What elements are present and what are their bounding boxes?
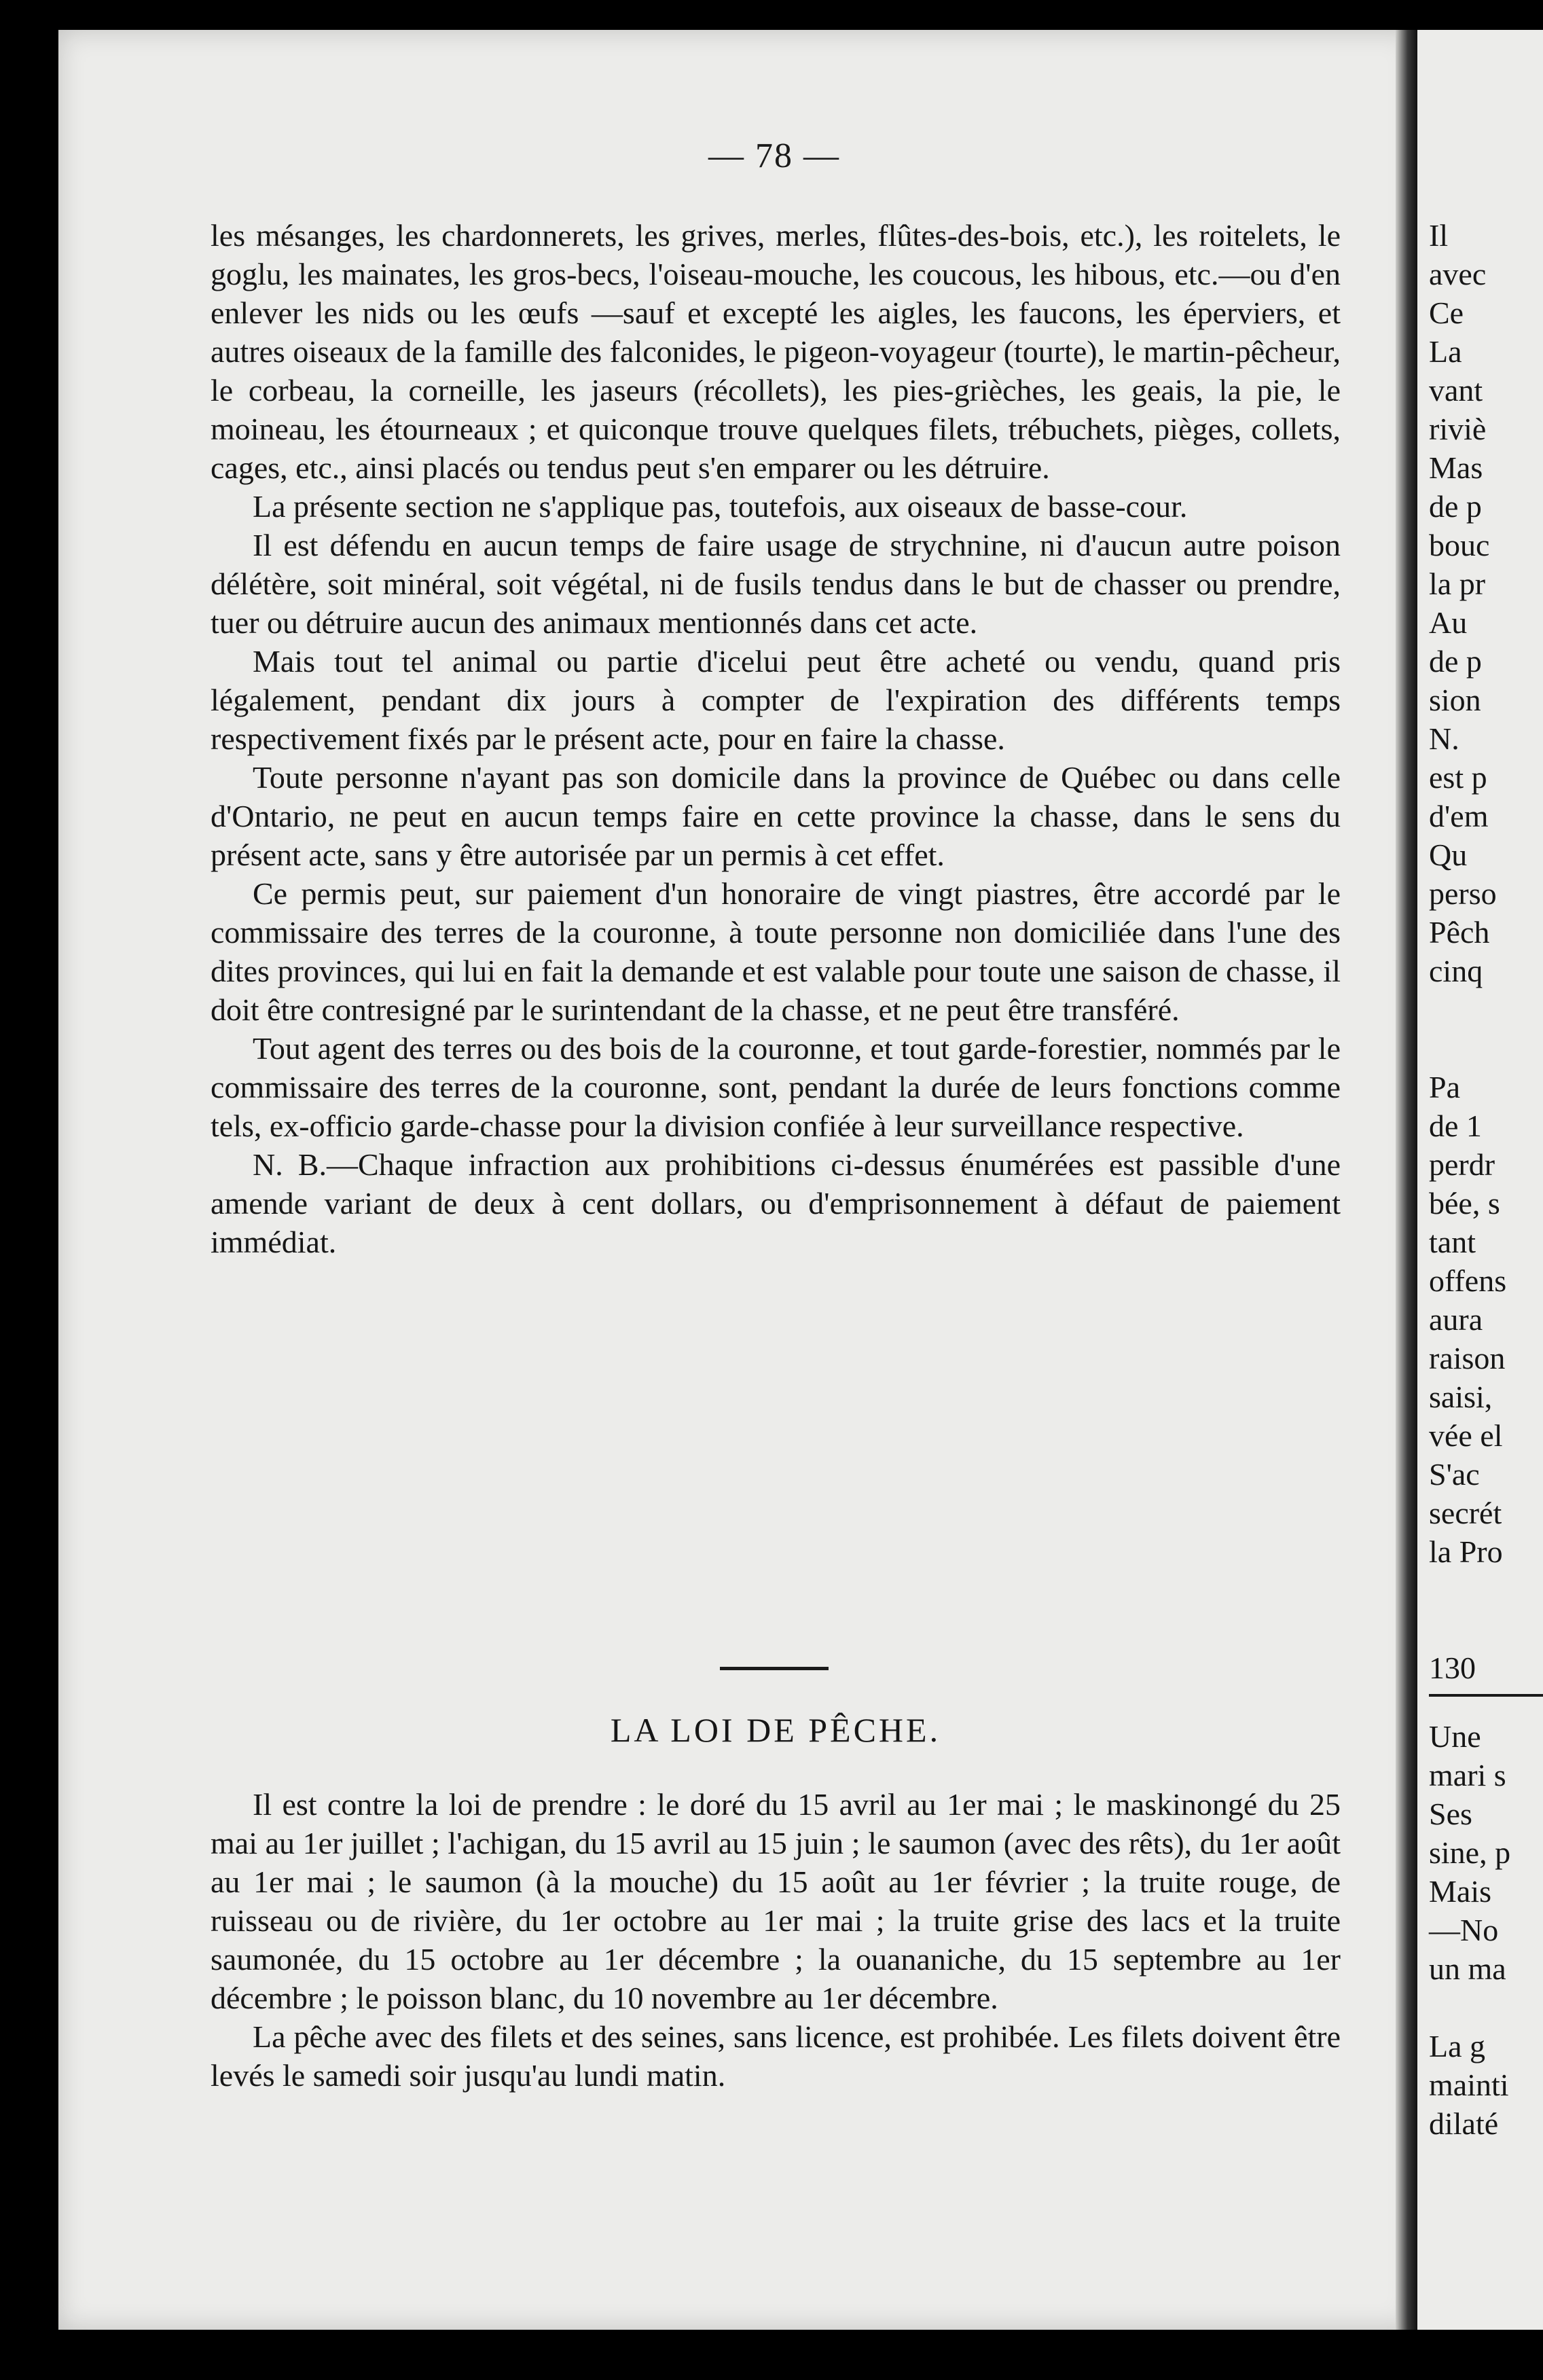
fragment-line: vant (1429, 373, 1483, 408)
section-divider (720, 1667, 829, 1670)
paragraph: N. B.—Chaque infraction aux prohibitions ci-dessus énumérées est passible d'une amende variant de deux à cent dollars, ou d'emprisonnement à défaut de paiement immédiat. (211, 1147, 1341, 1259)
section-heading: LA LOI DE PÊCHE. (610, 1711, 941, 1749)
fragment-line: Mas (1429, 450, 1483, 485)
fragment-line: N. (1429, 721, 1459, 756)
spacer (1429, 990, 1543, 1068)
fragment-line: de p (1429, 489, 1482, 524)
fragment-line: vée el (1429, 1418, 1503, 1453)
fragment-line: Ce (1429, 295, 1464, 330)
paragraph: Il est défendu en aucun temps de faire usage de strychnine, ni d'aucun autre poison délétère, soit minéral, soit végétal, ni de fusils tendus dans le but de chasser ou prendre, tuer ou détruire aucun des animaux mentionnés dans cet acte. (211, 528, 1341, 640)
page-number: — 78 — (708, 137, 840, 175)
fragment-line: dilaté (1429, 2106, 1499, 2141)
fragment-line: la Pro (1429, 1534, 1503, 1569)
paragraph: La pêche avec des filets et des seines, sans licence, est prohibée. Les filets doivent être levés le samedi soir jusqu'au lundi matin. (211, 2019, 1341, 2093)
spacer (1429, 1571, 1543, 1648)
paragraph: Mais tout tel animal ou partie d'icelui peut être acheté ou vendu, quand pris légalement, pendant dix jours à compter de l'expiration des différents temps respectivement fixés par le présent acte, pour en faire la chasse. (211, 644, 1341, 756)
fragment-divider (1429, 1694, 1543, 1697)
paragraph: La présente section ne s'applique pas, toutefois, aux oiseaux de basse-cour. (253, 489, 1188, 524)
fragment-line: bée, s (1429, 1186, 1500, 1221)
fragment-line: sion (1429, 683, 1481, 717)
fragment-number: 130 (1429, 1651, 1476, 1685)
fragment-line: la pr (1429, 566, 1486, 601)
fragment-line: mari s (1429, 1758, 1506, 1792)
fragment-line: de 1 (1429, 1108, 1482, 1143)
fragment-line: raison (1429, 1341, 1506, 1375)
fragment-line: est p (1429, 760, 1487, 795)
fragment-line: sine, p (1429, 1835, 1511, 1870)
fragment-line: La g (1429, 2029, 1486, 2063)
fragment-line: perdr (1429, 1147, 1495, 1182)
fragment-line: Pêch (1429, 915, 1490, 950)
fragment-line: perso (1429, 876, 1497, 911)
fragment-line: —No (1429, 1913, 1499, 1947)
paragraph: Ce permis peut, sur paiement d'un honoraire de vingt piastres, être accordé par le commissaire des terres de la couronne, à toute personne non domiciliée dans l'une des dites provinces, qui lui en fait la demande et est valable pour toute une saison de chasse, il doit être contresigné par le surintendant de la chasse, et ne peut être transféré. (211, 876, 1341, 1027)
fragment-line: un ma (1429, 1951, 1506, 1986)
fragment-line: avec (1429, 257, 1487, 291)
fragment-line: Qu (1429, 837, 1468, 872)
fragment-line: Ses (1429, 1797, 1472, 1831)
fragment-line: riviè (1429, 412, 1487, 446)
spacer (1429, 1988, 1543, 2027)
fragment-line: d'em (1429, 799, 1489, 833)
paragraph: Il est contre la loi de prendre : le doré du 15 avril au 1er mai ; le maskinongé du 25 mai au 1er juillet ; l'achigan, du 15 avril au 15 juin ; le saumon (avec des rêts), du 1er août au 1er mai ; le saumon (à la mouche) du 15 août au 1er février ; la truite rouge, de ruisseau ou de rivière, du 1er octobre au 1er mai ; la truite grise des lacs et la truite saumonée, du 15 octobre au 1er décembre ; la ouananiche, du 15 septembre au 1er décembre ; le poisson blanc, du 10 novembre au 1er décembre. (211, 1787, 1341, 2015)
fragment-line: Au (1429, 605, 1468, 640)
fragment-line: tant (1429, 1225, 1476, 1259)
adjacent-page-text (1429, 216, 1543, 2143)
fragment-line: secrét (1429, 1496, 1502, 1530)
paragraph: les mésanges, les chardonnerets, les grives, merles, flûtes-des-bois, etc.), les roitelets, le goglu, les mainates, les gros-becs, l'oiseau-mouche, les coucous, les hibous, etc.—ou d'en enlever les nids ou les œufs —sauf et excepté les aigles, les faucons, les éperviers, et autres oiseaux de la famille des falconides, le pigeon-voyageur (tourte), le martin-pêcheur, le corbeau, la corneille, les jaseurs (récollets), les pies-grièches, les geais, la pie, le moineau, les étourneaux ; et quiconque trouve quelques filets, trébuchets, pièges, collets, cages, etc., ainsi placés ou tendus peut s'en emparer ou les détruire. (211, 218, 1341, 485)
fragment-line: mainti (1429, 2068, 1509, 2102)
fragment-line: Pa (1429, 1070, 1460, 1104)
section1-text (211, 216, 1341, 1261)
fragment-line: S'ac (1429, 1457, 1480, 1492)
fragment-line: Une (1429, 1719, 1481, 1754)
fragment-line: de p (1429, 644, 1482, 679)
section2-text (211, 1785, 1341, 2095)
fragment-line: offens (1429, 1263, 1507, 1298)
fragment-line: La (1429, 334, 1462, 369)
fragment-line: cinq (1429, 954, 1483, 988)
paragraph: Toute personne n'ayant pas son domicile dans la province de Québec ou dans celle d'Ontario, ne peut en aucun temps faire en cette province la chasse, dans le sens du présent acte, sans y être autorisée par un permis à cet effet. (211, 760, 1341, 872)
fragment-line: saisi, (1429, 1380, 1493, 1414)
fragment-line: aura (1429, 1302, 1483, 1337)
fragment-line: Mais (1429, 1874, 1491, 1909)
paragraph: Tout agent des terres ou des bois de la couronne, et tout garde-forestier, nommés par le commissaire des terres de la couronne, sont, pendant la durée de leurs fonctions comme tels, ex-officio garde-chasse pour la division confiée à leur surveillance respective. (211, 1031, 1341, 1143)
book-gutter (1396, 30, 1417, 2330)
fragment-line: Il (1429, 218, 1449, 253)
fragment-line: bouc (1429, 528, 1490, 562)
